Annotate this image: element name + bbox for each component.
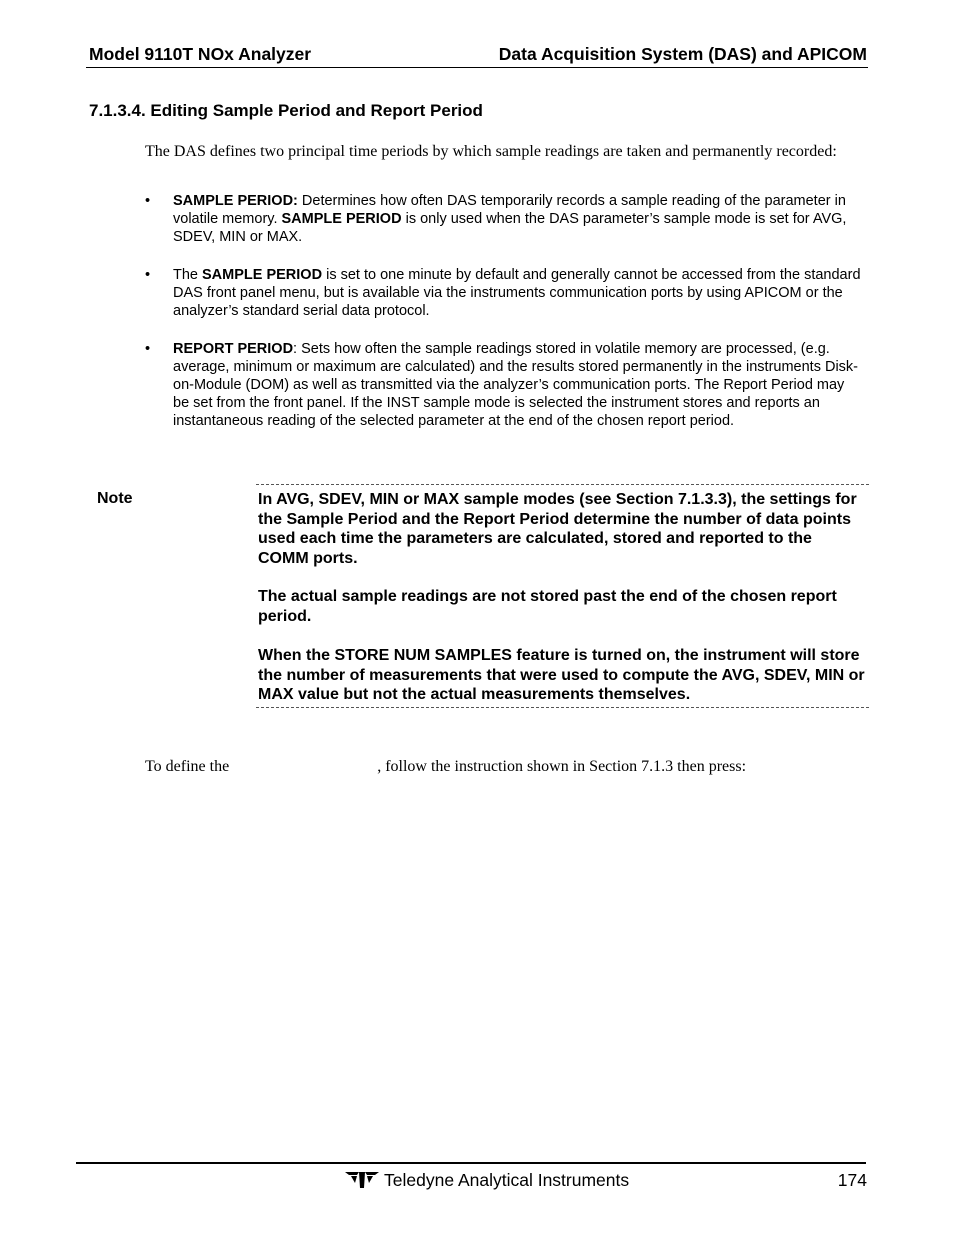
footer-rule <box>76 1162 866 1164</box>
bullet-text <box>173 192 863 246</box>
bullet-icon: • <box>145 267 151 283</box>
bullet-run: is only used when the DAS parameter’s sample mode is set for AVG, SDEV, MIN or MAX. <box>173 211 847 245</box>
note-paragraph: The actual sample readings are not stored past the end of the chosen report period. <box>258 588 837 625</box>
bullet-term: SAMPLE PERIOD <box>202 267 323 283</box>
teledyne-logo-icon <box>345 1170 379 1190</box>
bullet-run: The <box>173 267 203 283</box>
define-text-before: To define the <box>145 758 230 775</box>
note-label: Note <box>97 490 133 507</box>
bullet-text <box>173 266 863 320</box>
bullet-icon: • <box>145 341 151 357</box>
note-top-divider <box>256 484 869 485</box>
note-paragraph: When the STORE NUM SAMPLES feature is turned on, the instrument will store the number of measurements that were used to compute the AVG, SDEV, MIN or MAX value but not the actual measurements themselves. <box>258 647 865 703</box>
header-chapter: Data Acquisition System (DAS) and APICOM <box>498 44 867 64</box>
header-model: Model 9110T NOx Analyzer <box>89 44 312 64</box>
define-sentence <box>145 758 746 776</box>
bullet-run: : Sets how often the sample readings stored in volatile memory are processed, (e.g. average, minimum or maximum are calculated) and the results stored permanently in the instruments Disk-on-Module (DOM) as well as transmitted via the analyzer’s communication ports. The Report Period may be set from the front panel. If the INST sample mode is selected the instrument stores and reports an instantaneous reading of the selected parameter at the end of the chosen report period. <box>173 341 858 429</box>
define-text-after: , follow the instruction shown in Section 7.1.3 then press: <box>377 758 747 775</box>
bullet-icon: • <box>145 193 151 209</box>
bullet-term: SAMPLE PERIOD <box>281 211 402 227</box>
bullet-text <box>173 340 863 430</box>
footer-company: Teledyne Analytical Instruments <box>384 1170 630 1190</box>
note-bottom-divider <box>256 707 869 708</box>
header-rule <box>86 67 868 68</box>
page-number: 174 <box>837 1170 867 1190</box>
bullet-term: REPORT PERIOD <box>173 341 294 357</box>
bullet-run: is set to one minute by default and generally cannot be accessed from the standard DAS front panel menu, but is available via the instruments communication ports by using APICOM or the analyzer’s standard serial data protocol. <box>173 267 861 319</box>
note-paragraph: In AVG, SDEV, MIN or MAX sample modes (see Section 7.1.3.3), the settings for the Sample Period and the Report Period determine the number of data points used each time the parameters are calculated, stored and reported to the COMM ports. <box>258 491 857 567</box>
bullet-term: SAMPLE PERIOD: <box>173 193 298 209</box>
bullet-run: Determines how often DAS temporarily records a sample reading of the parameter in volatile memory. <box>173 193 846 227</box>
section-title: 7.1.3.4. Editing Sample Period and Report Period <box>89 101 483 120</box>
intro-paragraph: The DAS defines two principal time periods by which sample readings are taken and permanently recorded: <box>145 143 837 160</box>
